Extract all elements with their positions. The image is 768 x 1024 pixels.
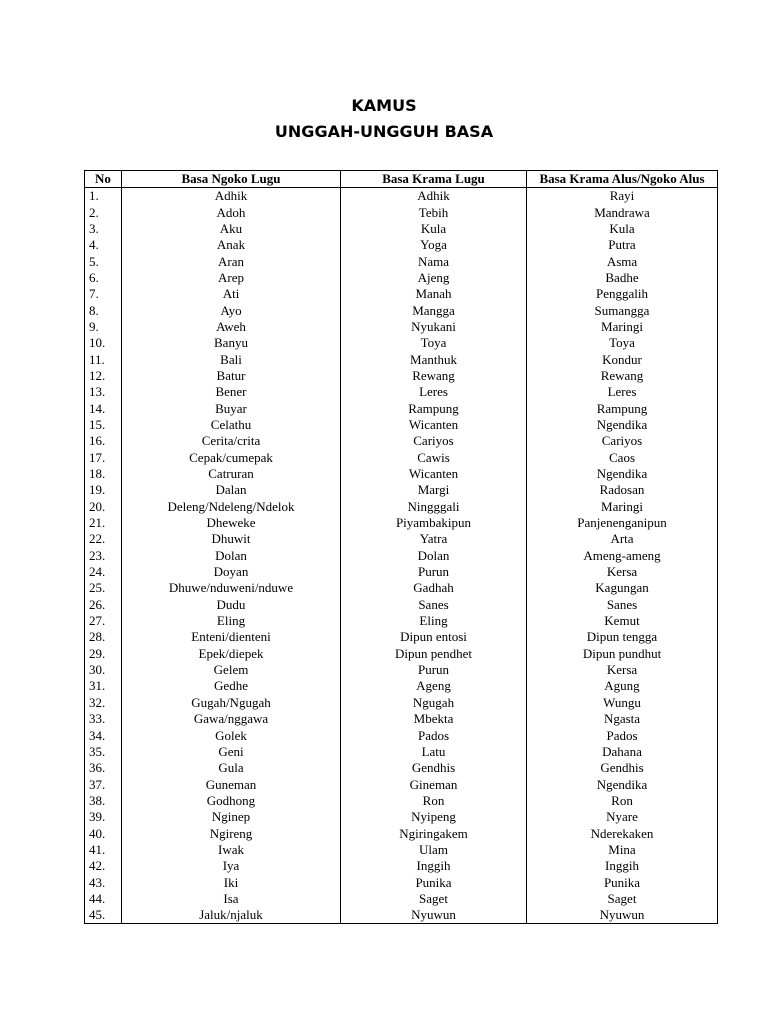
cell-no: 5. (85, 253, 122, 269)
table-row (85, 466, 718, 482)
cell-krama-lugu: Rampung (341, 400, 527, 416)
cell-ngoko-lugu: Dalan (122, 482, 341, 498)
cell-ngoko-lugu: Iya (122, 858, 341, 874)
cell-krama-lugu: Nyipeng (341, 809, 527, 825)
cell-krama-alus: Wungu (527, 695, 718, 711)
column-header-krama-lugu: Basa Krama Lugu (341, 171, 527, 188)
cell-no: 8. (85, 302, 122, 318)
cell-krama-alus: Rampung (527, 400, 718, 416)
cell-krama-lugu: Ajeng (341, 270, 527, 286)
table-row (85, 891, 718, 907)
cell-krama-lugu: Toya (341, 335, 527, 351)
table-row (85, 874, 718, 890)
cell-krama-lugu: Nyukani (341, 319, 527, 335)
table-row (85, 727, 718, 743)
table-row (85, 302, 718, 318)
document-subtitle: UNGGAH-UNGGUH BASA (274, 122, 494, 141)
cell-ngoko-lugu: Isa (122, 891, 341, 907)
cell-ngoko-lugu: Aku (122, 221, 341, 237)
table-row (85, 695, 718, 711)
cell-ngoko-lugu: Aweh (122, 319, 341, 335)
cell-ngoko-lugu: Aran (122, 253, 341, 269)
table-row (85, 662, 718, 678)
table-row (85, 253, 718, 269)
table-row (85, 384, 718, 400)
table-row (85, 417, 718, 433)
cell-krama-alus: Kula (527, 221, 718, 237)
cell-no: 17. (85, 450, 122, 466)
table-row (85, 678, 718, 694)
cell-ngoko-lugu: Iwak (122, 842, 341, 858)
cell-krama-alus: Kagungan (527, 580, 718, 596)
cell-krama-lugu: Purun (341, 662, 527, 678)
column-header-krama-alus: Basa Krama Alus/Ngoko Alus (527, 171, 718, 188)
table-row (85, 188, 718, 205)
cell-no: 37. (85, 776, 122, 792)
cell-krama-lugu: Piyambakipun (341, 515, 527, 531)
cell-ngoko-lugu: Gawa/nggawa (122, 711, 341, 727)
table-row (85, 907, 718, 924)
cell-krama-alus: Radosan (527, 482, 718, 498)
cell-ngoko-lugu: Ati (122, 286, 341, 302)
table-row (85, 270, 718, 286)
cell-krama-alus: Nyuwun (527, 907, 718, 924)
cell-krama-alus: Ngendika (527, 417, 718, 433)
cell-krama-lugu: Dipun entosi (341, 629, 527, 645)
table-row (85, 825, 718, 841)
cell-ngoko-lugu: Celathu (122, 417, 341, 433)
cell-krama-alus: Dipun tengga (527, 629, 718, 645)
cell-krama-alus: Arta (527, 531, 718, 547)
cell-krama-lugu: Yatra (341, 531, 527, 547)
cell-krama-alus: Dahana (527, 744, 718, 760)
table-row (85, 793, 718, 809)
cell-ngoko-lugu: Godhong (122, 793, 341, 809)
cell-krama-alus: Ron (527, 793, 718, 809)
cell-krama-lugu: Gendhis (341, 760, 527, 776)
cell-no: 11. (85, 351, 122, 367)
cell-ngoko-lugu: Cerita/crita (122, 433, 341, 449)
table-row (85, 319, 718, 335)
cell-krama-alus: Agung (527, 678, 718, 694)
cell-krama-alus: Mandrawa (527, 204, 718, 220)
cell-no: 2. (85, 204, 122, 220)
table-row (85, 450, 718, 466)
cell-krama-alus: Rayi (527, 188, 718, 205)
cell-krama-alus: Kondur (527, 351, 718, 367)
cell-no: 15. (85, 417, 122, 433)
cell-no: 34. (85, 727, 122, 743)
table-row (85, 548, 718, 564)
cell-ngoko-lugu: Iki (122, 874, 341, 890)
table-row (85, 286, 718, 302)
cell-no: 27. (85, 613, 122, 629)
cell-no: 33. (85, 711, 122, 727)
cell-krama-lugu: Manthuk (341, 351, 527, 367)
document-title: KAMUS (351, 96, 417, 115)
cell-ngoko-lugu: Buyar (122, 400, 341, 416)
cell-krama-alus: Punika (527, 874, 718, 890)
cell-krama-lugu: Cariyos (341, 433, 527, 449)
cell-krama-lugu: Margi (341, 482, 527, 498)
cell-ngoko-lugu: Dheweke (122, 515, 341, 531)
cell-ngoko-lugu: Bener (122, 384, 341, 400)
cell-krama-alus: Nderekaken (527, 825, 718, 841)
cell-krama-lugu: Nama (341, 253, 527, 269)
cell-krama-alus: Kersa (527, 662, 718, 678)
cell-krama-alus: Panjenenganipun (527, 515, 718, 531)
cell-krama-lugu: Nyuwun (341, 907, 527, 924)
cell-krama-lugu: Yoga (341, 237, 527, 253)
cell-krama-lugu: Ngiringakem (341, 825, 527, 841)
cell-ngoko-lugu: Batur (122, 368, 341, 384)
table-row (85, 760, 718, 776)
cell-krama-alus: Caos (527, 450, 718, 466)
cell-krama-alus: Inggih (527, 858, 718, 874)
table-body (85, 188, 718, 924)
table-row (85, 368, 718, 384)
cell-no: 39. (85, 809, 122, 825)
cell-no: 19. (85, 482, 122, 498)
table-row (85, 613, 718, 629)
cell-no: 35. (85, 744, 122, 760)
cell-krama-lugu: Ngugah (341, 695, 527, 711)
cell-krama-alus: Kersa (527, 564, 718, 580)
cell-krama-lugu: Latu (341, 744, 527, 760)
cell-no: 36. (85, 760, 122, 776)
cell-krama-lugu: Mbekta (341, 711, 527, 727)
cell-no: 28. (85, 629, 122, 645)
cell-krama-lugu: Kula (341, 221, 527, 237)
cell-krama-alus: Ameng-ameng (527, 548, 718, 564)
cell-krama-lugu: Inggih (341, 858, 527, 874)
cell-krama-alus: Maringi (527, 499, 718, 515)
cell-krama-lugu: Eling (341, 613, 527, 629)
cell-krama-lugu: Pados (341, 727, 527, 743)
cell-no: 20. (85, 499, 122, 515)
table-row (85, 204, 718, 220)
cell-krama-lugu: Leres (341, 384, 527, 400)
cell-ngoko-lugu: Ngireng (122, 825, 341, 841)
cell-krama-lugu: Dolan (341, 548, 527, 564)
cell-krama-lugu: Gineman (341, 776, 527, 792)
cell-no: 14. (85, 400, 122, 416)
table-row (85, 335, 718, 351)
table-row (85, 237, 718, 253)
cell-ngoko-lugu: Jaluk/njaluk (122, 907, 341, 924)
cell-no: 21. (85, 515, 122, 531)
cell-no: 9. (85, 319, 122, 335)
cell-krama-alus: Kemut (527, 613, 718, 629)
table-row (85, 482, 718, 498)
cell-krama-lugu: Ageng (341, 678, 527, 694)
cell-krama-alus: Leres (527, 384, 718, 400)
cell-no: 4. (85, 237, 122, 253)
table-row (85, 809, 718, 825)
cell-krama-alus: Rewang (527, 368, 718, 384)
cell-ngoko-lugu: Bali (122, 351, 341, 367)
cell-krama-lugu: Punika (341, 874, 527, 890)
cell-no: 7. (85, 286, 122, 302)
cell-krama-alus: Pados (527, 727, 718, 743)
cell-krama-alus: Putra (527, 237, 718, 253)
cell-ngoko-lugu: Nginep (122, 809, 341, 825)
cell-krama-lugu: Gadhah (341, 580, 527, 596)
table-row (85, 515, 718, 531)
cell-krama-lugu: Ningggali (341, 499, 527, 515)
cell-krama-alus: Asma (527, 253, 718, 269)
cell-krama-lugu: Sanes (341, 597, 527, 613)
cell-no: 38. (85, 793, 122, 809)
cell-ngoko-lugu: Gedhe (122, 678, 341, 694)
table-row (85, 858, 718, 874)
cell-krama-alus: Ngendika (527, 776, 718, 792)
table-row (85, 842, 718, 858)
cell-no: 30. (85, 662, 122, 678)
table-row (85, 564, 718, 580)
cell-ngoko-lugu: Gula (122, 760, 341, 776)
cell-no: 1. (85, 188, 122, 205)
cell-no: 6. (85, 270, 122, 286)
cell-no: 42. (85, 858, 122, 874)
cell-no: 45. (85, 907, 122, 924)
cell-krama-alus: Maringi (527, 319, 718, 335)
cell-krama-lugu: Tebih (341, 204, 527, 220)
cell-no: 32. (85, 695, 122, 711)
cell-no: 16. (85, 433, 122, 449)
table-row (85, 646, 718, 662)
cell-krama-alus: Sumangga (527, 302, 718, 318)
cell-krama-alus: Cariyos (527, 433, 718, 449)
cell-ngoko-lugu: Golek (122, 727, 341, 743)
cell-ngoko-lugu: Doyan (122, 564, 341, 580)
dictionary-table (84, 170, 718, 924)
cell-ngoko-lugu: Gelem (122, 662, 341, 678)
cell-ngoko-lugu: Enteni/dienteni (122, 629, 341, 645)
cell-no: 44. (85, 891, 122, 907)
cell-ngoko-lugu: Cepak/cumepak (122, 450, 341, 466)
cell-krama-alus: Ngasta (527, 711, 718, 727)
cell-ngoko-lugu: Adhik (122, 188, 341, 205)
cell-no: 41. (85, 842, 122, 858)
cell-krama-lugu: Ron (341, 793, 527, 809)
cell-krama-alus: Penggalih (527, 286, 718, 302)
cell-krama-alus: Dipun pundhut (527, 646, 718, 662)
cell-krama-lugu: Mangga (341, 302, 527, 318)
table-row (85, 711, 718, 727)
table-row (85, 580, 718, 596)
cell-krama-lugu: Adhik (341, 188, 527, 205)
cell-no: 3. (85, 221, 122, 237)
table-row (85, 744, 718, 760)
column-header-ngoko-lugu: Basa Ngoko Lugu (122, 171, 341, 188)
cell-ngoko-lugu: Epek/diepek (122, 646, 341, 662)
cell-krama-lugu: Cawis (341, 450, 527, 466)
cell-ngoko-lugu: Guneman (122, 776, 341, 792)
cell-no: 12. (85, 368, 122, 384)
cell-no: 43. (85, 874, 122, 890)
cell-no: 10. (85, 335, 122, 351)
cell-krama-lugu: Saget (341, 891, 527, 907)
table-row (85, 597, 718, 613)
cell-krama-lugu: Wicanten (341, 466, 527, 482)
table-row (85, 221, 718, 237)
cell-krama-lugu: Manah (341, 286, 527, 302)
cell-no: 22. (85, 531, 122, 547)
cell-krama-alus: Sanes (527, 597, 718, 613)
table-row (85, 400, 718, 416)
column-header-no: No (85, 171, 122, 188)
cell-no: 24. (85, 564, 122, 580)
table-header-row (85, 171, 718, 188)
cell-krama-alus: Gendhis (527, 760, 718, 776)
cell-ngoko-lugu: Gugah/Ngugah (122, 695, 341, 711)
cell-no: 25. (85, 580, 122, 596)
cell-krama-lugu: Rewang (341, 368, 527, 384)
cell-ngoko-lugu: Geni (122, 744, 341, 760)
cell-krama-alus: Toya (527, 335, 718, 351)
cell-krama-alus: Saget (527, 891, 718, 907)
cell-krama-lugu: Wicanten (341, 417, 527, 433)
table-row (85, 499, 718, 515)
cell-no: 40. (85, 825, 122, 841)
cell-no: 29. (85, 646, 122, 662)
cell-krama-alus: Nyare (527, 809, 718, 825)
cell-krama-alus: Ngendika (527, 466, 718, 482)
cell-ngoko-lugu: Eling (122, 613, 341, 629)
cell-ngoko-lugu: Dolan (122, 548, 341, 564)
cell-krama-alus: Mina (527, 842, 718, 858)
cell-ngoko-lugu: Dudu (122, 597, 341, 613)
cell-no: 23. (85, 548, 122, 564)
table-row (85, 776, 718, 792)
cell-no: 13. (85, 384, 122, 400)
cell-ngoko-lugu: Dhuwit (122, 531, 341, 547)
cell-krama-lugu: Dipun pendhet (341, 646, 527, 662)
cell-ngoko-lugu: Ayo (122, 302, 341, 318)
cell-ngoko-lugu: Adoh (122, 204, 341, 220)
cell-no: 31. (85, 678, 122, 694)
cell-ngoko-lugu: Banyu (122, 335, 341, 351)
cell-ngoko-lugu: Deleng/Ndeleng/Ndelok (122, 499, 341, 515)
cell-ngoko-lugu: Dhuwe/nduweni/nduwe (122, 580, 341, 596)
table-row (85, 531, 718, 547)
cell-no: 18. (85, 466, 122, 482)
cell-ngoko-lugu: Catruran (122, 466, 341, 482)
cell-krama-lugu: Purun (341, 564, 527, 580)
table-row (85, 433, 718, 449)
cell-ngoko-lugu: Anak (122, 237, 341, 253)
cell-krama-alus: Badhe (527, 270, 718, 286)
cell-ngoko-lugu: Arep (122, 270, 341, 286)
table-row (85, 629, 718, 645)
cell-krama-lugu: Ulam (341, 842, 527, 858)
table-row (85, 351, 718, 367)
cell-no: 26. (85, 597, 122, 613)
